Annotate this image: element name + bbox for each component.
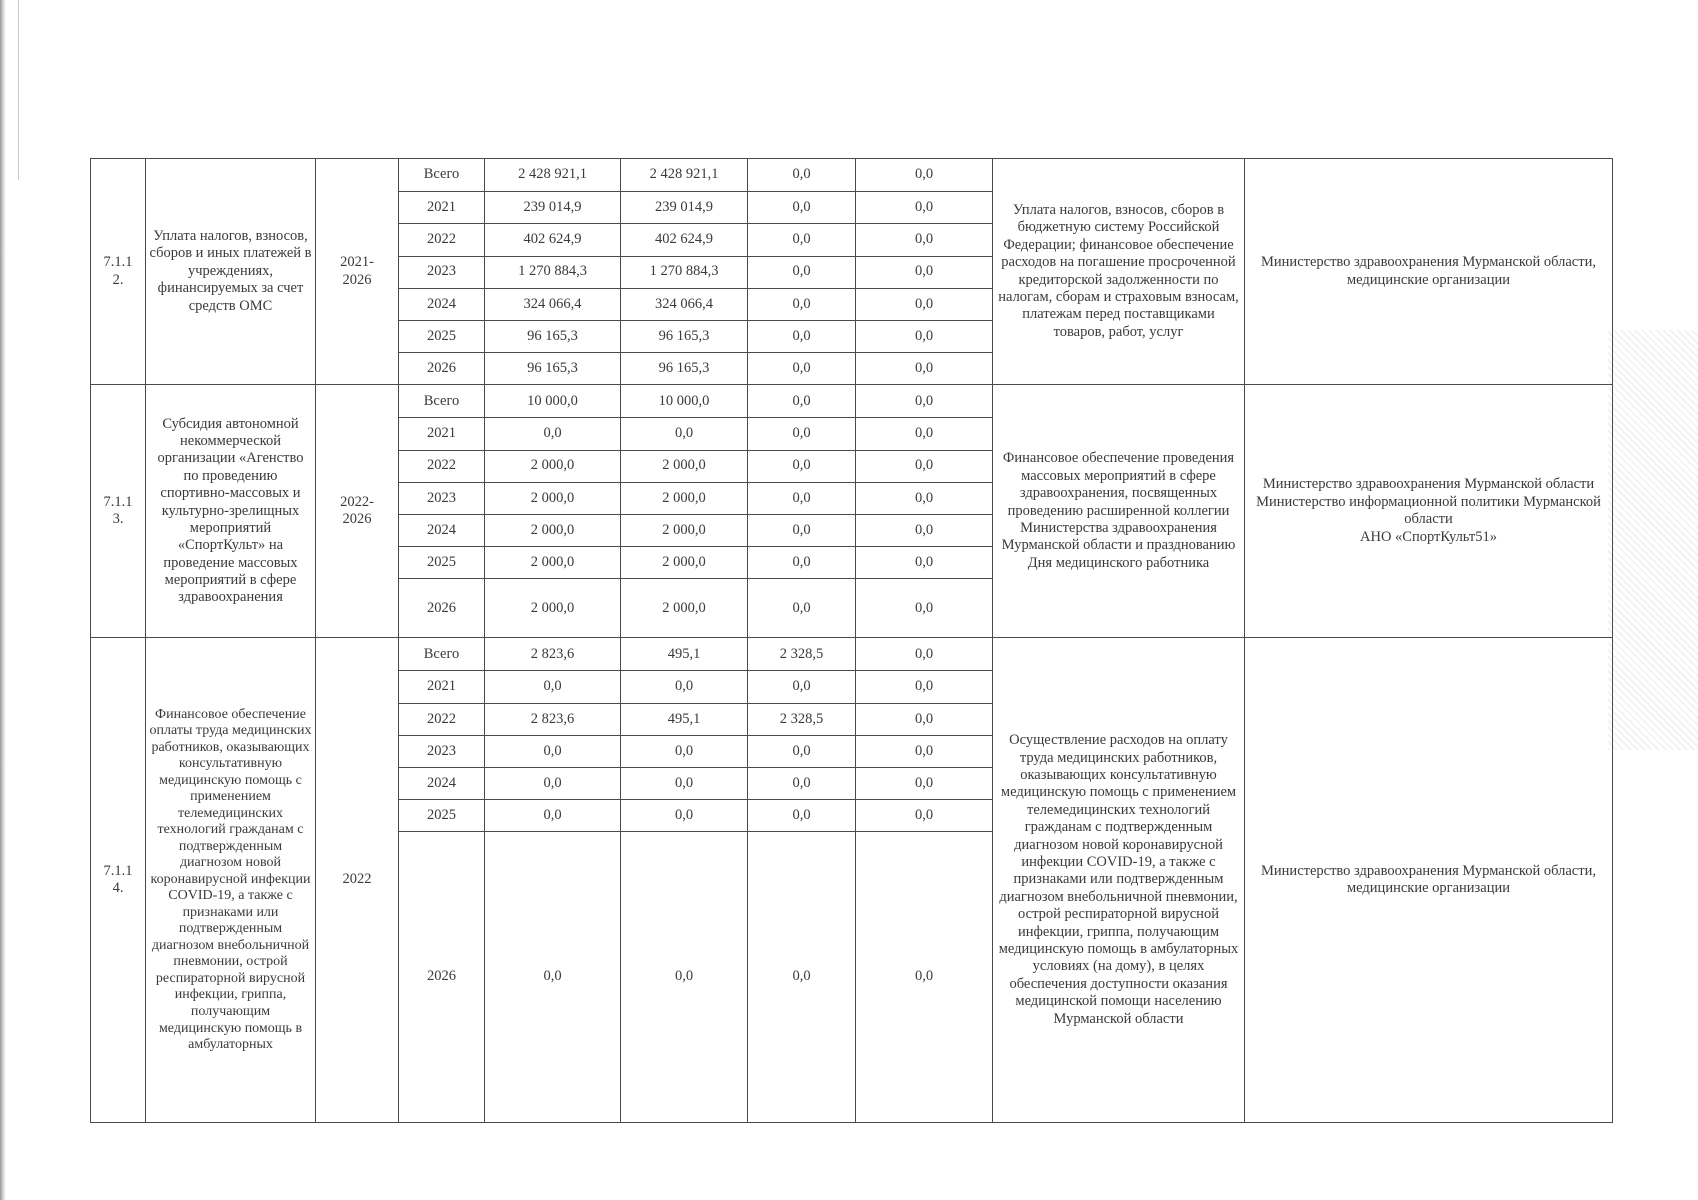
regional-budget-cell: 10 000,0	[621, 385, 748, 418]
table-row	[91, 159, 1613, 192]
year-cell: 2021	[399, 671, 485, 703]
year-cell: 2024	[399, 288, 485, 320]
year-cell: 2025	[399, 546, 485, 578]
federal-budget-cell: 0,0	[748, 385, 856, 418]
scan-background-pattern	[1608, 330, 1698, 750]
responsible-executors	[1245, 159, 1613, 385]
item-name: Финансовое обеспечение оплаты труда медицинских работников, оказывающих консультативную медицинскую помощь с применением телемедицинских технологий гражданам с подтвержденным диагнозом новой коронавирусной инфекции COVID-19, а также с признаками или подтвержденным диагнозом внебольничной пневмонии, острой респираторной вирусной инфекции, гриппа, получающим медицинскую помощь в амбулаторных	[146, 638, 316, 1123]
federal-budget-cell: 0,0	[748, 418, 856, 450]
federal-budget-cell: 0,0	[748, 320, 856, 352]
total-amount-cell: 2 000,0	[485, 482, 621, 514]
total-amount-cell: 0,0	[485, 418, 621, 450]
regional-budget-cell: 495,1	[621, 638, 748, 671]
total-amount-cell: 96 165,3	[485, 320, 621, 352]
other-source-cell: 0,0	[856, 418, 993, 450]
responsible-executor: Министерство здравоохранения Мурманской области, медицинские организации	[1261, 862, 1596, 897]
year-cell: 2021	[399, 418, 485, 450]
federal-budget-cell: 0,0	[748, 352, 856, 384]
federal-budget-cell: 0,0	[748, 159, 856, 192]
federal-budget-cell: 0,0	[748, 224, 856, 256]
year-cell: 2023	[399, 256, 485, 288]
regional-budget-cell: 2 000,0	[621, 546, 748, 578]
other-source-cell: 0,0	[856, 638, 993, 671]
regional-budget-cell: 2 000,0	[621, 579, 748, 638]
regional-budget-cell: 0,0	[621, 671, 748, 703]
total-amount-cell: 239 014,9	[485, 192, 621, 224]
regional-budget-cell: 0,0	[621, 418, 748, 450]
total-amount-cell: 96 165,3	[485, 352, 621, 384]
federal-budget-cell: 0,0	[748, 546, 856, 578]
regional-budget-cell: 495,1	[621, 703, 748, 735]
other-source-cell: 0,0	[856, 288, 993, 320]
regional-budget-cell: 96 165,3	[621, 352, 748, 384]
federal-budget-cell: 0,0	[748, 671, 856, 703]
total-amount-cell: 0,0	[485, 767, 621, 799]
federal-budget-cell: 0,0	[748, 482, 856, 514]
year-cell: 2025	[399, 800, 485, 832]
responsible-executors	[1245, 638, 1613, 1123]
table-row	[91, 638, 1613, 671]
year-cell: 2023	[399, 482, 485, 514]
regional-budget-cell: 1 270 884,3	[621, 256, 748, 288]
item-period: 2022- 2026	[316, 385, 399, 638]
regional-budget-cell: 402 624,9	[621, 224, 748, 256]
year-cell: Всего	[399, 638, 485, 671]
total-amount-cell: 324 066,4	[485, 288, 621, 320]
year-cell: 2026	[399, 579, 485, 638]
scan-page-edge-line	[18, 0, 19, 180]
year-cell: 2024	[399, 767, 485, 799]
other-source-cell: 0,0	[856, 671, 993, 703]
year-cell: 2021	[399, 192, 485, 224]
other-source-cell: 0,0	[856, 450, 993, 482]
year-cell: 2023	[399, 735, 485, 767]
responsible-executors	[1245, 385, 1613, 638]
total-amount-cell: 10 000,0	[485, 385, 621, 418]
federal-budget-cell: 0,0	[748, 288, 856, 320]
other-source-cell: 0,0	[856, 832, 993, 1123]
regional-budget-cell: 2 000,0	[621, 514, 748, 546]
other-source-cell: 0,0	[856, 514, 993, 546]
year-cell: Всего	[399, 385, 485, 418]
regional-budget-cell: 0,0	[621, 767, 748, 799]
expected-result: Финансовое обеспечение проведения массовых мероприятий в сфере здравоохранения, посвященных проведению расширенной коллегии Министерства здравоохранения Мурманской области и празднованию Дня медицинского работника	[993, 385, 1245, 638]
total-amount-cell: 2 000,0	[485, 450, 621, 482]
federal-budget-cell: 0,0	[748, 192, 856, 224]
total-amount-cell: 2 000,0	[485, 546, 621, 578]
other-source-cell: 0,0	[856, 703, 993, 735]
item-period: 2021- 2026	[316, 159, 399, 385]
item-number: 7.1.1 2.	[91, 159, 146, 385]
item-period: 2022	[316, 638, 399, 1123]
regional-budget-cell: 96 165,3	[621, 320, 748, 352]
regional-budget-cell: 0,0	[621, 832, 748, 1123]
year-cell: 2022	[399, 703, 485, 735]
federal-budget-cell: 2 328,5	[748, 703, 856, 735]
other-source-cell: 0,0	[856, 546, 993, 578]
federal-budget-cell: 0,0	[748, 735, 856, 767]
expected-result: Осуществление расходов на оплату труда медицинских работников, оказывающих консультативную медицинскую помощь с применением телемедицинских технологий гражданам с подтвержденным диагнозом новой коронавирусной инфекции COVID-19, а также с признаками или подтвержденным диагнозом внебольничной пневмонии, острой респираторной вирусной инфекции, гриппа, получающим медицинскую помощь в амбулаторных условиях (на дому), в целях обеспечения доступности оказания медицинской помощи населению Мурманской области	[993, 638, 1245, 1123]
other-source-cell: 0,0	[856, 192, 993, 224]
federal-budget-cell: 0,0	[748, 832, 856, 1123]
federal-budget-cell: 2 328,5	[748, 638, 856, 671]
year-cell: 2024	[399, 514, 485, 546]
total-amount-cell: 402 624,9	[485, 224, 621, 256]
regional-budget-cell: 0,0	[621, 800, 748, 832]
item-number: 7.1.1 4.	[91, 638, 146, 1123]
federal-budget-cell: 0,0	[748, 800, 856, 832]
federal-budget-cell: 0,0	[748, 579, 856, 638]
total-amount-cell: 0,0	[485, 800, 621, 832]
total-amount-cell: 1 270 884,3	[485, 256, 621, 288]
total-amount-cell: 2 000,0	[485, 579, 621, 638]
other-source-cell: 0,0	[856, 256, 993, 288]
other-source-cell: 0,0	[856, 735, 993, 767]
scan-page-edge	[0, 0, 6, 1200]
federal-budget-cell: 0,0	[748, 767, 856, 799]
responsible-executor: АНО «СпортКульт51»	[1360, 528, 1497, 545]
total-amount-cell: 2 823,6	[485, 703, 621, 735]
funding-table	[90, 158, 1613, 1123]
responsible-executor: Министерство информационной политики Мурманской области	[1256, 493, 1601, 528]
responsible-executor: Министерство здравоохранения Мурманской области, медицинские организации	[1261, 254, 1596, 288]
expected-result: Уплата налогов, взносов, сборов в бюджетную систему Российской Федерации; финансовое обеспечение расходов на погашение просроченной кредиторской задолженности по налогам, сборам и страховым взносам, платежам перед поставщиками товаров, работ, услуг	[993, 159, 1245, 385]
other-source-cell: 0,0	[856, 224, 993, 256]
item-name: Уплата налогов, взносов, сборов и иных платежей в учреждениях, финансируемых за счет средств ОМС	[146, 159, 316, 385]
other-source-cell: 0,0	[856, 385, 993, 418]
year-cell: 2022	[399, 450, 485, 482]
other-source-cell: 0,0	[856, 482, 993, 514]
total-amount-cell: 0,0	[485, 671, 621, 703]
regional-budget-cell: 324 066,4	[621, 288, 748, 320]
regional-budget-cell: 2 000,0	[621, 482, 748, 514]
other-source-cell: 0,0	[856, 320, 993, 352]
other-source-cell: 0,0	[856, 579, 993, 638]
regional-budget-cell: 2 000,0	[621, 450, 748, 482]
responsible-executor: Министерство здравоохранения Мурманской области	[1262, 476, 1595, 493]
other-source-cell: 0,0	[856, 352, 993, 384]
total-amount-cell: 2 428 921,1	[485, 159, 621, 192]
total-amount-cell: 0,0	[485, 735, 621, 767]
other-source-cell: 0,0	[856, 800, 993, 832]
item-number: 7.1.1 3.	[91, 385, 146, 638]
federal-budget-cell: 0,0	[748, 450, 856, 482]
year-cell: 2026	[399, 832, 485, 1123]
total-amount-cell: 2 000,0	[485, 514, 621, 546]
regional-budget-cell: 239 014,9	[621, 192, 748, 224]
year-cell: 2026	[399, 352, 485, 384]
year-cell: Всего	[399, 159, 485, 192]
total-amount-cell: 2 823,6	[485, 638, 621, 671]
item-name: Субсидия автономной некоммерческой организации «Агенство по проведению спортивно-массовых и культурно-зрелищных мероприятий «СпортКульт» на проведение массовых мероприятий в сфере здравоохранения	[146, 385, 316, 638]
other-source-cell: 0,0	[856, 159, 993, 192]
regional-budget-cell: 0,0	[621, 735, 748, 767]
federal-budget-cell: 0,0	[748, 514, 856, 546]
regional-budget-cell: 2 428 921,1	[621, 159, 748, 192]
year-cell: 2025	[399, 320, 485, 352]
federal-budget-cell: 0,0	[748, 256, 856, 288]
other-source-cell: 0,0	[856, 767, 993, 799]
year-cell: 2022	[399, 224, 485, 256]
table-row	[91, 385, 1613, 418]
total-amount-cell: 0,0	[485, 832, 621, 1123]
